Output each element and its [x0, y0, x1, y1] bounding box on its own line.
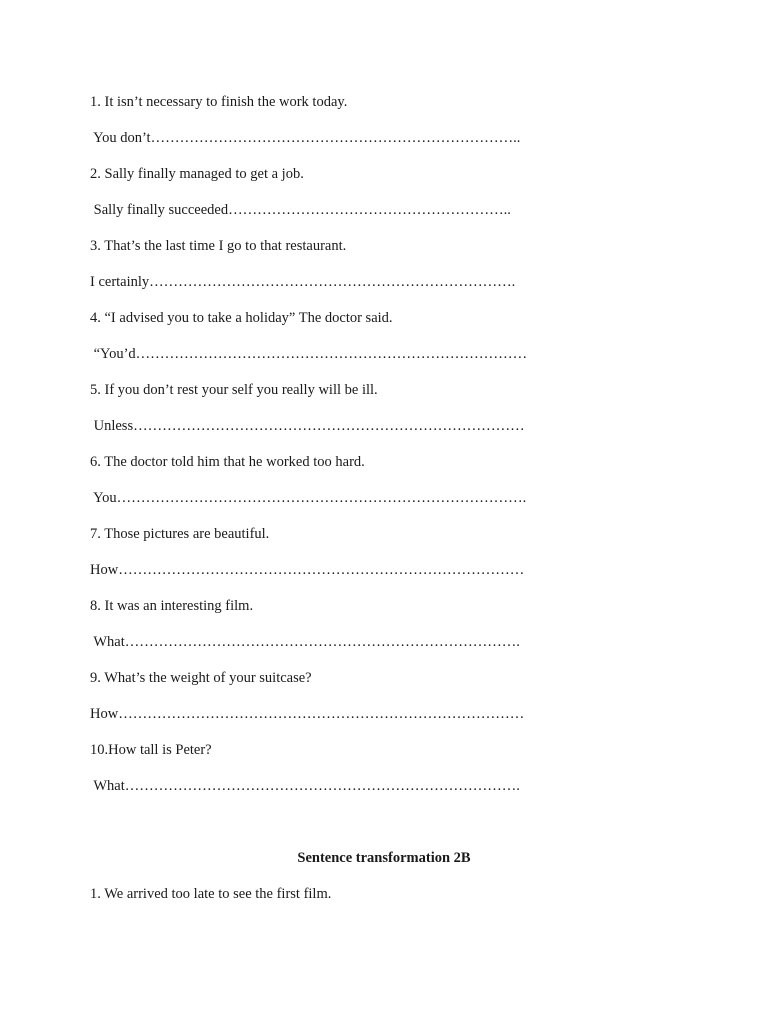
- exercise-prompt: 5. If you don’t rest your self you really will be ill.: [90, 382, 378, 398]
- answer-line: How…………………………………………………………………………: [90, 706, 525, 722]
- exercise-prompt: 3. That’s the last time I go to that restaurant.: [90, 238, 347, 254]
- exercise-prompt: 10.How tall is Peter?: [90, 742, 212, 758]
- exercise-prompt: 9. What’s the weight of your suitcase?: [90, 670, 312, 686]
- answer-line: What……………………………………………………………………….: [90, 634, 520, 650]
- answer-line: You don’t…………………………………………………………………..: [90, 130, 521, 146]
- answer-line: Unless………………………………………………………………………: [90, 418, 525, 434]
- exercise-prompt: 7. Those pictures are beautiful.: [90, 526, 270, 542]
- exercise-prompt: 6. The doctor told him that he worked too hard.: [90, 454, 365, 470]
- answer-line: What……………………………………………………………………….: [90, 778, 520, 794]
- answer-line: “You’d………………………………………………………………………: [90, 346, 528, 362]
- exercise-prompt: 4. “I advised you to take a holiday” The doctor said.: [90, 310, 393, 326]
- answer-line: Sally finally succeeded…………………………………………………..: [90, 202, 511, 218]
- exercise-prompt: 1. We arrived too late to see the first film.: [90, 886, 332, 902]
- answer-line: How…………………………………………………………………………: [90, 562, 525, 578]
- answer-line: You………………………………………………………………………….: [90, 490, 527, 506]
- exercise-prompt: 1. It isn’t necessary to finish the work today.: [90, 94, 348, 110]
- exercise-prompt: 2. Sally finally managed to get a job.: [90, 166, 304, 182]
- answer-line: I certainly………………………………………………………………….: [90, 274, 516, 290]
- exercise-prompt: 8. It was an interesting film.: [90, 598, 254, 614]
- section-title: Sentence transformation 2B: [297, 850, 471, 866]
